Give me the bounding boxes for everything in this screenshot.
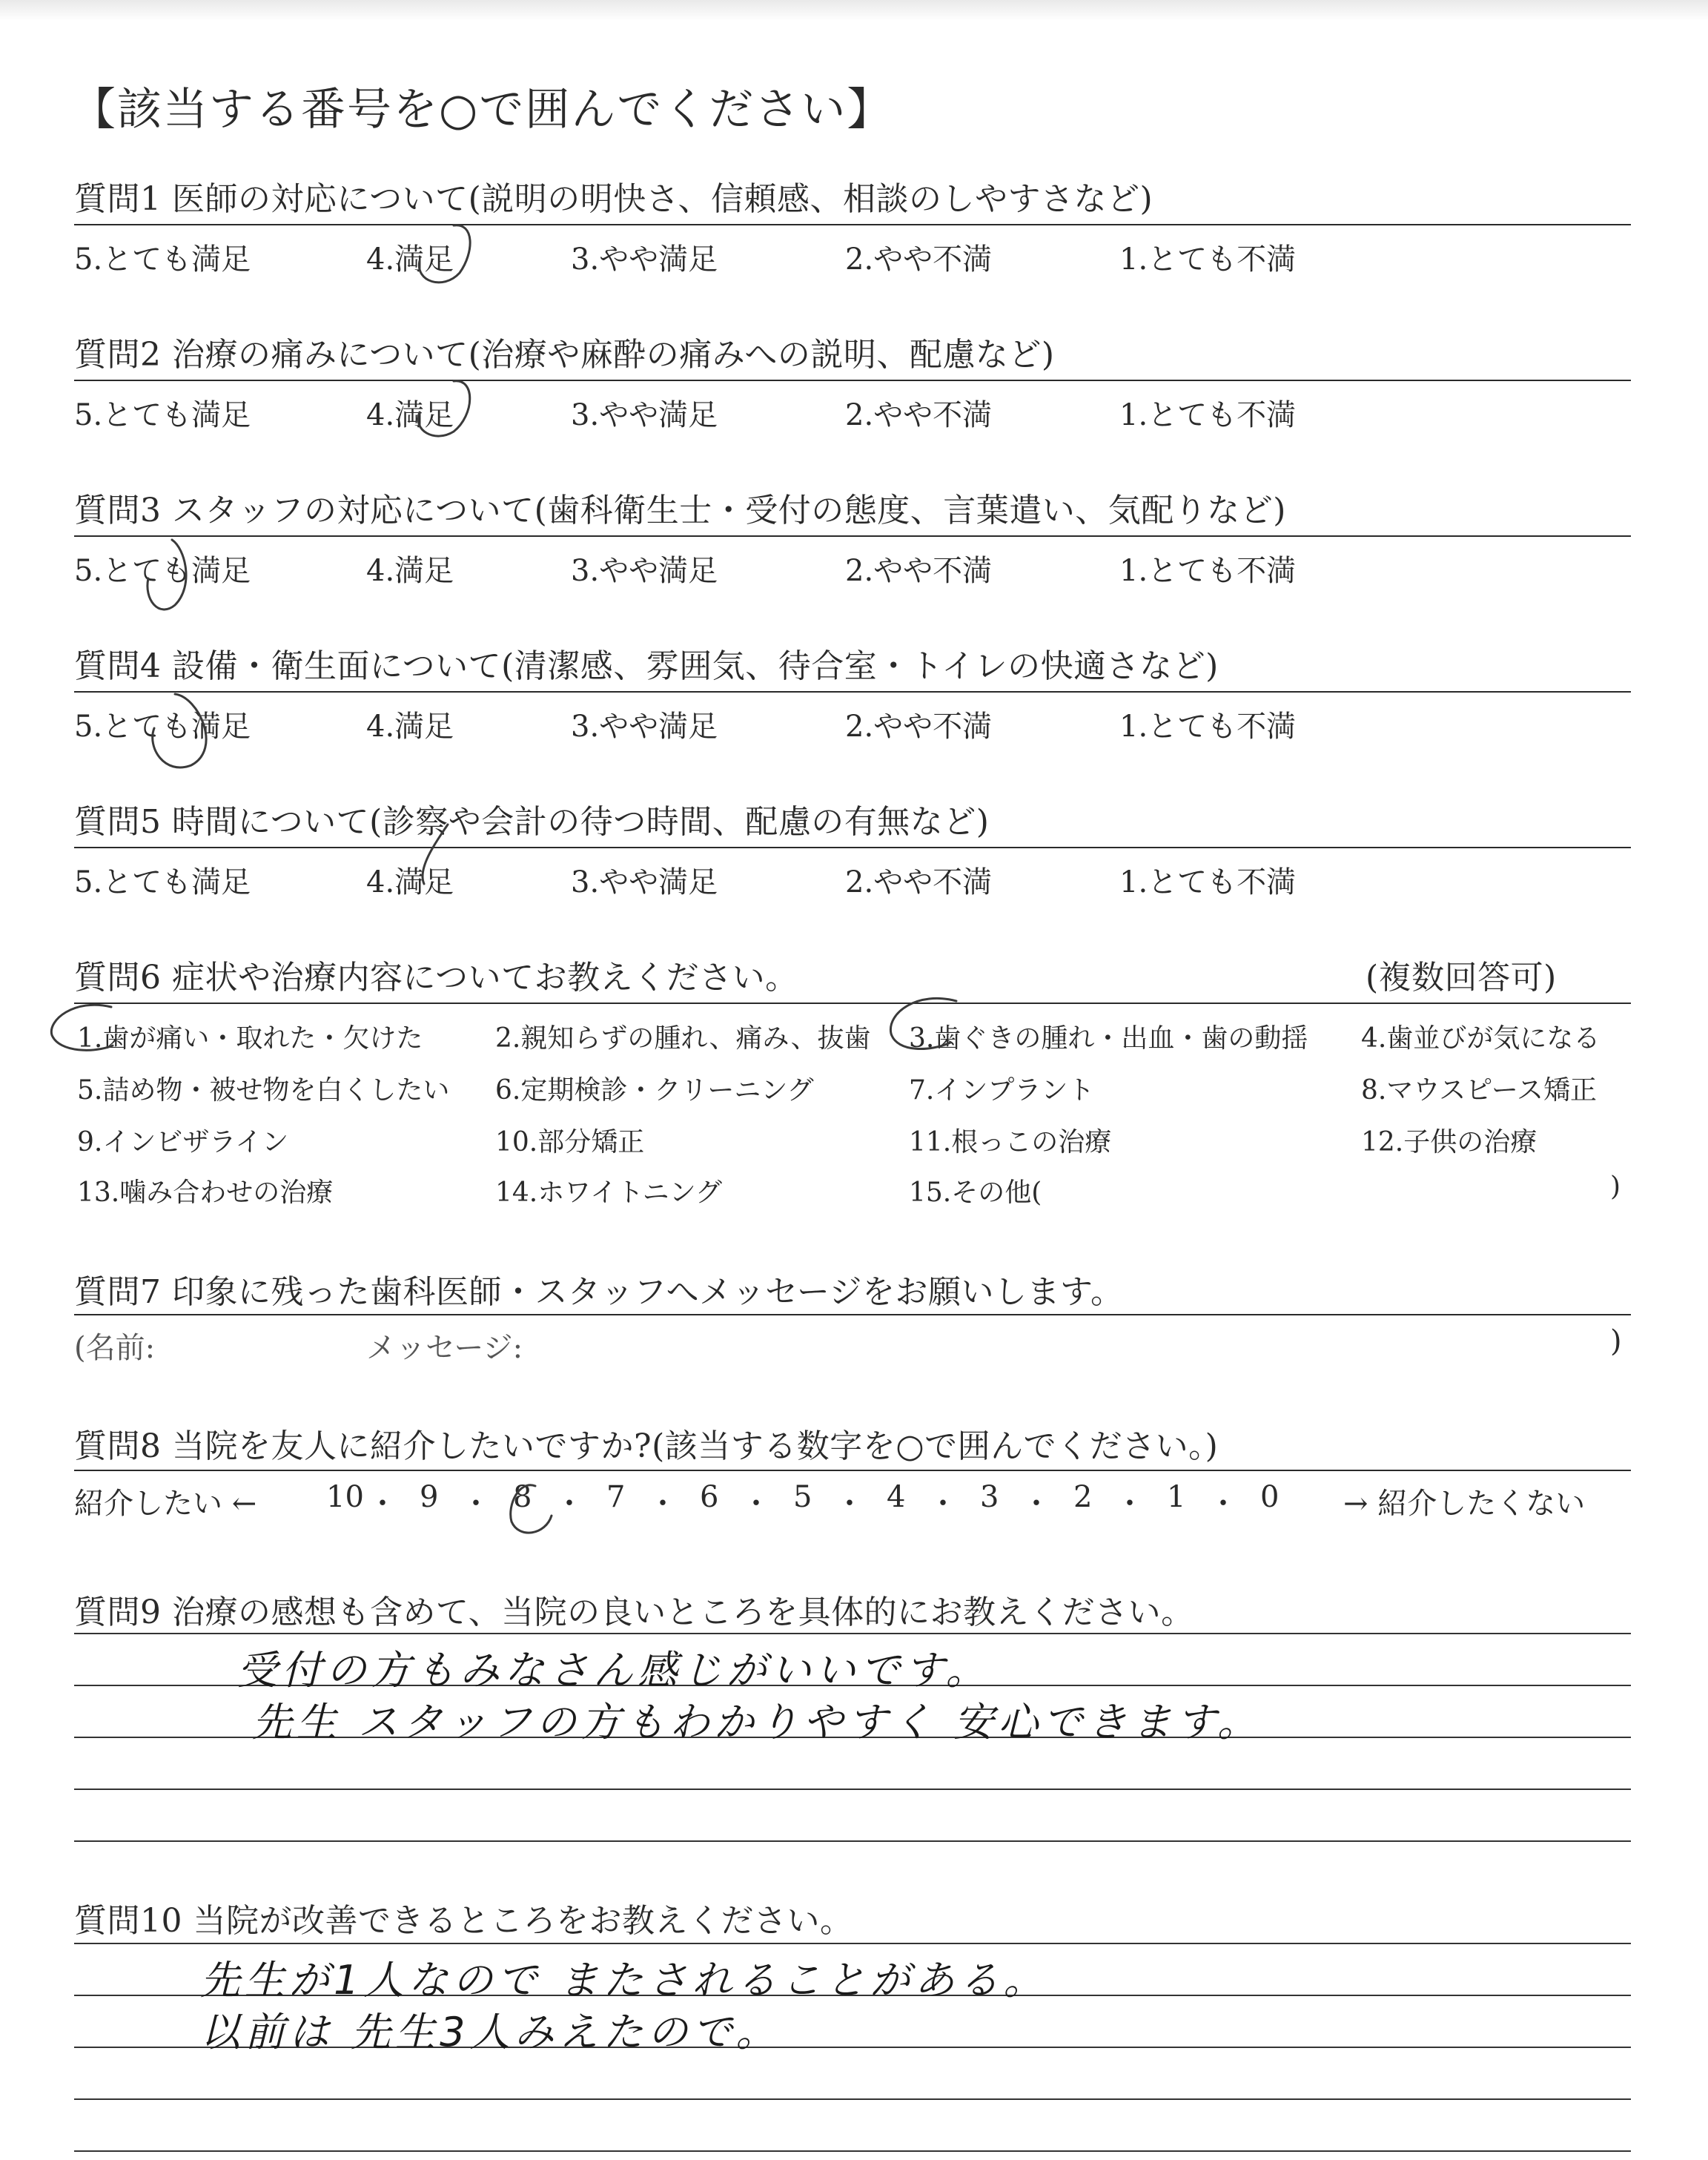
question-7-title: 質問7 印象に残った歯科医師・スタッフへメッセージをお願いします。: [74, 1273, 1124, 1311]
q6-category-5[interactable]: 5.詰め物・被せ物を白くしたい: [77, 1075, 450, 1106]
q1-option-1[interactable]: 1.とても不満: [1119, 242, 1297, 277]
q3-option-1[interactable]: 1.とても不満: [1119, 554, 1297, 588]
q2-option-4[interactable]: 4.満足: [366, 398, 454, 432]
q1-option-2[interactable]: 2.やや不満: [845, 242, 993, 277]
q8-scale-4[interactable]: 4: [887, 1480, 906, 1514]
q4-option-3[interactable]: 3.やや満足: [571, 710, 718, 744]
q6-category-12[interactable]: 12.子供の治療: [1361, 1127, 1537, 1157]
q3-option-2[interactable]: 2.やや不満: [845, 554, 993, 588]
q6-category-3[interactable]: 3.歯ぐきの腫れ・出血・歯の動揺: [909, 1023, 1308, 1054]
circle-mark-q4: [153, 694, 206, 767]
q2-option-5[interactable]: 5.とても満足: [74, 398, 251, 432]
q7-name-label: (名前:: [74, 1331, 156, 1365]
q3-option-3[interactable]: 3.やや満足: [571, 554, 718, 588]
q8-scale-2[interactable]: 2: [1073, 1480, 1093, 1514]
circle-mark-q6-3: [890, 998, 956, 1048]
q8-right-label: → 紹介したくない: [1343, 1487, 1586, 1521]
q8-scale-dot: ・: [928, 1487, 958, 1521]
q5-option-2[interactable]: 2.やや不満: [845, 865, 993, 899]
q3-option-4[interactable]: 4.満足: [366, 554, 454, 588]
question-1-title: 質問1 医師の対応について(説明の明快さ、信頼感、相談のしやすさなど): [74, 180, 1153, 218]
q7-message-label: メッセージ:: [366, 1331, 523, 1365]
q5-option-1[interactable]: 1.とても不満: [1119, 865, 1297, 899]
q6-category-7[interactable]: 7.インプラント: [909, 1075, 1095, 1106]
q8-scale-dot: ・: [461, 1487, 491, 1521]
q6-category-4[interactable]: 4.歯並びが気になる: [1361, 1023, 1601, 1054]
q5-option-5[interactable]: 5.とても満足: [74, 865, 251, 899]
circle-mark-q8: [511, 1485, 552, 1533]
q4-option-4[interactable]: 4.満足: [366, 710, 454, 744]
q8-scale-7[interactable]: 7: [606, 1480, 626, 1514]
circle-mark-q2: [418, 381, 470, 436]
question-3-title: 質問3 スタッフの対応について(歯科衛生士・受付の態度、言葉遣い、気配りなど): [74, 492, 1286, 529]
q4-option-1[interactable]: 1.とても不満: [1119, 710, 1297, 744]
q8-scale-6[interactable]: 6: [700, 1480, 719, 1514]
circle-mark-q3: [148, 540, 186, 610]
q8-scale-dot: ・: [1022, 1487, 1051, 1521]
q9-answer-line-2: 先生 スタッフの方もわかりやすく 安心できます。: [252, 1699, 1262, 1745]
circle-mark-q6-1: [51, 1005, 113, 1050]
q10-answer-line-2: 以前は 先生3人みえたので。: [200, 2009, 781, 2055]
q6-category-14[interactable]: 14.ホワイトニング: [495, 1178, 723, 1208]
q8-scale-5[interactable]: 5: [793, 1480, 812, 1514]
q8-scale-dot: ・: [835, 1487, 864, 1521]
question-2-title: 質問2 治療の痛みについて(治療や麻酔の痛みへの説明、配慮など): [74, 336, 1055, 374]
q6-category-8[interactable]: 8.マウスピース矯正: [1361, 1075, 1598, 1106]
q8-scale-dot: ・: [741, 1487, 771, 1521]
q7-close: ): [1610, 1324, 1622, 1358]
q6-other-close: ): [1610, 1172, 1621, 1202]
q8-scale-dot: ・: [368, 1487, 397, 1521]
q2-option-3[interactable]: 3.やや満足: [571, 398, 718, 432]
circle-mark-q5: [423, 825, 448, 884]
q5-option-3[interactable]: 3.やや満足: [571, 865, 718, 899]
circle-mark-q1: [419, 225, 470, 283]
q6-category-1[interactable]: 1.歯が痛い・取れた・欠けた: [77, 1023, 423, 1054]
question-10-title: 質問10 当院が改善できるところをお教えください。: [74, 1902, 853, 1940]
q8-scale-dot: ・: [1208, 1487, 1238, 1521]
question-5-title: 質問5 時間について(診察や会計の待つ時間、配慮の有無など): [74, 803, 990, 841]
q5-option-4[interactable]: 4.満足: [366, 865, 454, 899]
q8-scale-dot: ・: [648, 1487, 678, 1521]
question-4-title: 質問4 設備・衛生面について(清潔感、雰囲気、待合室・トイレの快適さなど): [74, 647, 1219, 685]
q8-scale-10[interactable]: 10: [326, 1480, 364, 1514]
q10-answer-line-1: 先生が1人なので またされることがある。: [200, 1957, 1048, 2004]
q9-answer-line-1: 受付の方もみなさん感じがいいです。: [237, 1647, 990, 1694]
question-6-title: 質問6 症状や治療内容についてお教えください。: [74, 959, 798, 997]
q3-option-5[interactable]: 5.とても満足: [74, 554, 251, 588]
q8-scale-9[interactable]: 9: [420, 1480, 439, 1514]
q1-option-4[interactable]: 4.満足: [366, 242, 454, 277]
q6-category-9[interactable]: 9.インビザライン: [77, 1127, 289, 1157]
q6-category-2[interactable]: 2.親知らずの腫れ、痛み、抜歯: [495, 1023, 871, 1054]
q8-scale-8[interactable]: 8: [513, 1480, 532, 1514]
q6-category-15[interactable]: 15.その他(: [909, 1178, 1042, 1208]
question-9-title: 質問9 治療の感想も含めて、当院の良いところを具体的にお教えください。: [74, 1593, 1194, 1631]
question-8-title: 質問8 当院を友人に紹介したいですか?(該当する数字を○で囲んでください。): [74, 1427, 1219, 1465]
q1-option-3[interactable]: 3.やや満足: [571, 242, 718, 277]
q8-scale-dot: ・: [555, 1487, 584, 1521]
q8-scale-0[interactable]: 0: [1260, 1480, 1280, 1514]
q6-category-6[interactable]: 6.定期検診・クリーニング: [495, 1075, 814, 1106]
q2-option-2[interactable]: 2.やや不満: [845, 398, 993, 432]
q8-left-label: 紹介したい ←: [74, 1487, 257, 1521]
page-title: 【該当する番号を○で囲んでください】: [71, 84, 893, 136]
q6-category-10[interactable]: 10.部分矯正: [495, 1127, 645, 1157]
q4-option-2[interactable]: 2.やや不満: [845, 710, 993, 744]
q8-scale-dot: ・: [1115, 1487, 1145, 1521]
q4-option-5[interactable]: 5.とても満足: [74, 710, 251, 744]
q8-scale-3[interactable]: 3: [980, 1480, 999, 1514]
q2-option-1[interactable]: 1.とても不満: [1119, 398, 1297, 432]
q6-category-11[interactable]: 11.根っこの治療: [909, 1127, 1112, 1157]
q6-category-13[interactable]: 13.噛み合わせの治療: [77, 1178, 334, 1208]
q1-option-5[interactable]: 5.とても満足: [74, 242, 251, 277]
question-6-note: (複数回答可): [1366, 959, 1557, 997]
q8-scale-1[interactable]: 1: [1167, 1480, 1186, 1514]
